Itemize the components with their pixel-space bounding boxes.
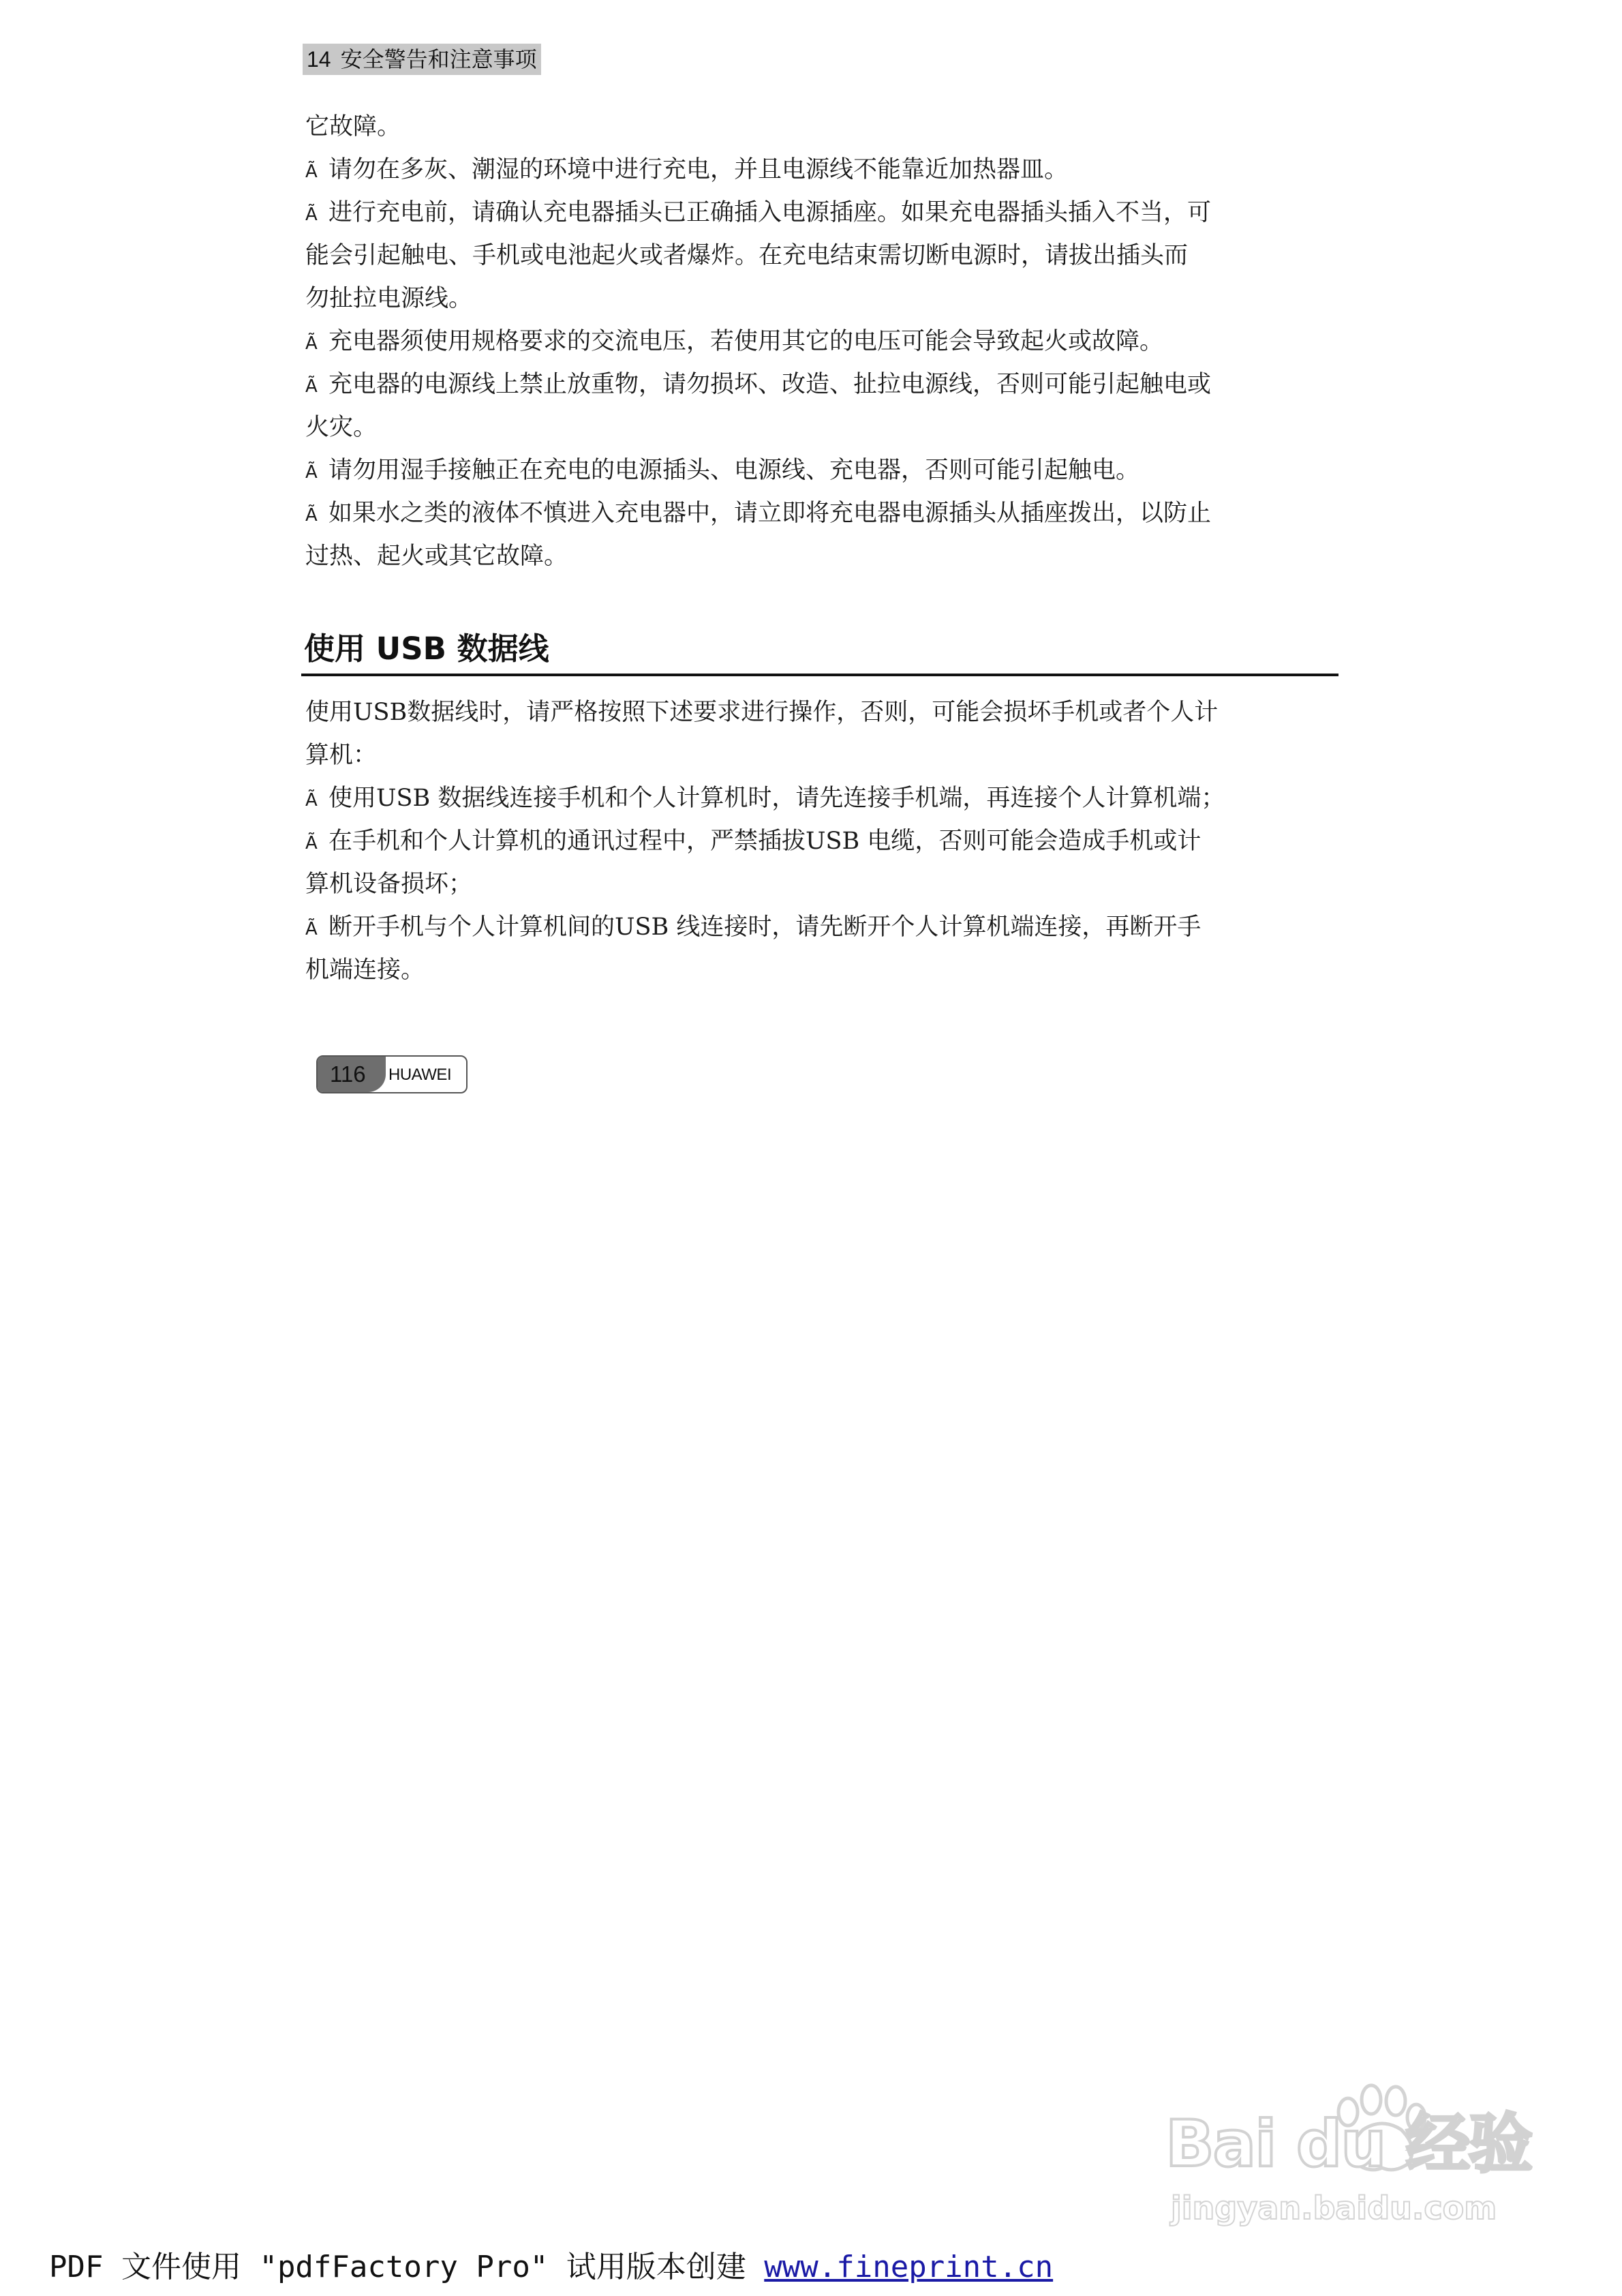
page-number: 116 <box>330 1061 366 1087</box>
list-item-continuation: 过热、起火或其它故障。 <box>305 543 568 570</box>
list-item: Ã 如果水之类的液体不慎进入充电器中，请立即将充电器电源插头从插座拨出，以防止 <box>305 500 1211 529</box>
fineprint-link[interactable]: www.fineprint.cn <box>764 2250 1054 2284</box>
continuation-text: 它故障。 <box>305 113 401 140</box>
list-item-continuation: 算机设备损坏； <box>305 871 473 898</box>
bullet-glyph: Ã <box>305 919 318 939</box>
list-item: Ã 使用USB 数据线连接手机和个人计算机时，请先连接手机端，再连接个人计算机端； <box>305 785 1225 814</box>
list-item: Ã 断开手机与个人计算机间的USB 线连接时，请先断开个人计算机端连接，再断开手 <box>305 913 1201 943</box>
chapter-number: 14 <box>307 47 331 72</box>
list-item: Ã 请勿用湿手接触正在充电的电源插头、电源线、充电器，否则可能引起触电。 <box>305 457 1139 486</box>
list-item-continuation: 能会引起触电、手机或电池起火或者爆炸。在充电结束需切断电源时，请拔出插头而 <box>305 242 1189 269</box>
bullet-glyph: Ã <box>305 462 318 483</box>
bullet-glyph: Ã <box>305 505 318 526</box>
bullet-glyph: Ã <box>305 333 318 354</box>
bullet-glyph: Ã <box>305 790 318 811</box>
intro-text: 算机： <box>305 742 378 769</box>
list-item-continuation: 机端连接。 <box>305 956 425 984</box>
watermark-logo: Bai du 经验 <box>1165 2107 1531 2181</box>
section-divider <box>301 674 1338 676</box>
watermark-url: jingyan.baidu.com <box>1171 2190 1497 2226</box>
footer-text: PDF 文件使用 "pdfFactory Pro" 试用版本创建 <box>49 2250 765 2284</box>
intro-text: 使用USB数据线时，请严格按照下述要求进行操作，否则，可能会损坏手机或者个人计 <box>305 699 1219 726</box>
list-item: Ã 进行充电前，请确认充电器插头已正确插入电源插座。如果充电器插头插入不当，可 <box>305 199 1211 228</box>
bullet-glyph: Ã <box>305 376 318 397</box>
list-item: Ã 充电器须使用规格要求的交流电压，若使用其它的电压可能会导致起火或故障。 <box>305 328 1163 357</box>
list-item: Ã 在手机和个人计算机的通讯过程中，严禁插拔USB 电缆，否则可能会造成手机或计 <box>305 828 1201 857</box>
list-item-continuation: 火灾。 <box>305 414 378 441</box>
running-header <box>303 44 541 75</box>
list-item: Ã 请勿在多灰、潮湿的环境中进行充电，并且电源线不能靠近加热器皿。 <box>305 156 1068 185</box>
chapter-title: 安全警告和注意事项 <box>340 47 537 72</box>
bullet-glyph: Ã <box>305 833 318 854</box>
list-item: Ã 充电器的电源线上禁止放重物，请勿损坏、改造、扯拉电源线，否则可能引起触电或 <box>305 371 1211 400</box>
page-number-badge <box>316 1055 468 1093</box>
list-item-continuation: 勿扯拉电源线。 <box>305 285 473 312</box>
bullet-glyph: Ã <box>305 162 318 182</box>
section-title: 使用 USB 数据线 <box>304 631 549 667</box>
pdf-footer <box>49 2250 1053 2285</box>
bullet-glyph: Ã <box>305 205 318 225</box>
brand-label: HUAWEI <box>388 1066 452 1084</box>
